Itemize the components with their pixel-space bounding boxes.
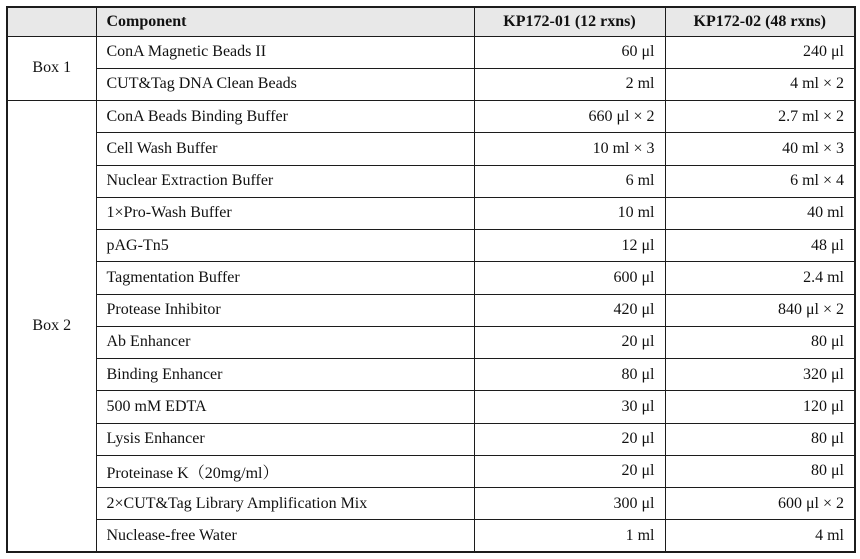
table-row — [7, 359, 855, 391]
table-row — [7, 520, 855, 552]
qty-48rxns-cell: 2.4 ml — [665, 262, 855, 294]
table-row — [7, 423, 855, 455]
component-cell: 2×CUT&Tag Library Amplification Mix — [96, 488, 474, 520]
table-row — [7, 36, 855, 68]
qty-12rxns-cell: 30 μl — [474, 391, 665, 423]
qty-48rxns-cell: 80 μl — [665, 455, 855, 487]
qty-12rxns-cell: 600 μl — [474, 262, 665, 294]
box-2-label: Box 2 — [7, 101, 96, 553]
qty-48rxns-cell: 120 μl — [665, 391, 855, 423]
table-row — [7, 197, 855, 229]
qty-12rxns-cell: 60 μl — [474, 36, 665, 68]
column-header-kp172-01: KP172-01 (12 rxns) — [474, 7, 665, 36]
component-cell: Proteinase K（20mg/ml） — [96, 455, 474, 487]
qty-48rxns-cell: 80 μl — [665, 423, 855, 455]
component-cell: ConA Beads Binding Buffer — [96, 101, 474, 133]
table-row — [7, 230, 855, 262]
table-row — [7, 455, 855, 487]
table-row — [7, 68, 855, 100]
component-cell: Lysis Enhancer — [96, 423, 474, 455]
qty-48rxns-cell: 6 ml × 4 — [665, 165, 855, 197]
qty-12rxns-cell: 10 ml — [474, 197, 665, 229]
qty-48rxns-cell: 600 μl × 2 — [665, 488, 855, 520]
qty-48rxns-cell: 320 μl — [665, 359, 855, 391]
qty-12rxns-cell: 12 μl — [474, 230, 665, 262]
table-row — [7, 326, 855, 358]
table-row — [7, 262, 855, 294]
column-header-kp172-02: KP172-02 (48 rxns) — [665, 7, 855, 36]
component-cell: Protease Inhibitor — [96, 294, 474, 326]
component-cell: 1×Pro-Wash Buffer — [96, 197, 474, 229]
qty-12rxns-cell: 80 μl — [474, 359, 665, 391]
qty-48rxns-cell: 48 μl — [665, 230, 855, 262]
component-cell: Tagmentation Buffer — [96, 262, 474, 294]
component-cell: Nuclease-free Water — [96, 520, 474, 552]
qty-48rxns-cell: 2.7 ml × 2 — [665, 101, 855, 133]
qty-12rxns-cell: 2 ml — [474, 68, 665, 100]
qty-48rxns-cell: 40 ml — [665, 197, 855, 229]
box-1-label: Box 1 — [7, 36, 96, 101]
qty-48rxns-cell: 840 μl × 2 — [665, 294, 855, 326]
header-row — [7, 7, 855, 36]
qty-12rxns-cell: 20 μl — [474, 455, 665, 487]
table-row — [7, 294, 855, 326]
qty-12rxns-cell: 420 μl — [474, 294, 665, 326]
column-header-box — [7, 7, 96, 36]
qty-48rxns-cell: 240 μl — [665, 36, 855, 68]
component-cell: Binding Enhancer — [96, 359, 474, 391]
component-cell: CUT&Tag DNA Clean Beads — [96, 68, 474, 100]
qty-12rxns-cell: 20 μl — [474, 326, 665, 358]
qty-12rxns-cell: 1 ml — [474, 520, 665, 552]
component-cell: pAG-Tn5 — [96, 230, 474, 262]
qty-12rxns-cell: 300 μl — [474, 488, 665, 520]
qty-12rxns-cell: 10 ml × 3 — [474, 133, 665, 165]
column-header-component: Component — [96, 7, 474, 36]
table-row — [7, 133, 855, 165]
qty-12rxns-cell: 6 ml — [474, 165, 665, 197]
component-cell: Cell Wash Buffer — [96, 133, 474, 165]
qty-48rxns-cell: 40 ml × 3 — [665, 133, 855, 165]
table-row — [7, 165, 855, 197]
qty-12rxns-cell: 20 μl — [474, 423, 665, 455]
component-cell: Ab Enhancer — [96, 326, 474, 358]
table-row — [7, 488, 855, 520]
component-cell: Nuclear Extraction Buffer — [96, 165, 474, 197]
table-row — [7, 101, 855, 133]
component-cell: 500 mM EDTA — [96, 391, 474, 423]
table-row — [7, 391, 855, 423]
qty-12rxns-cell: 660 μl × 2 — [474, 101, 665, 133]
component-cell: ConA Magnetic Beads II — [96, 36, 474, 68]
kit-components-table — [6, 6, 856, 553]
qty-48rxns-cell: 4 ml × 2 — [665, 68, 855, 100]
qty-48rxns-cell: 4 ml — [665, 520, 855, 552]
qty-48rxns-cell: 80 μl — [665, 326, 855, 358]
